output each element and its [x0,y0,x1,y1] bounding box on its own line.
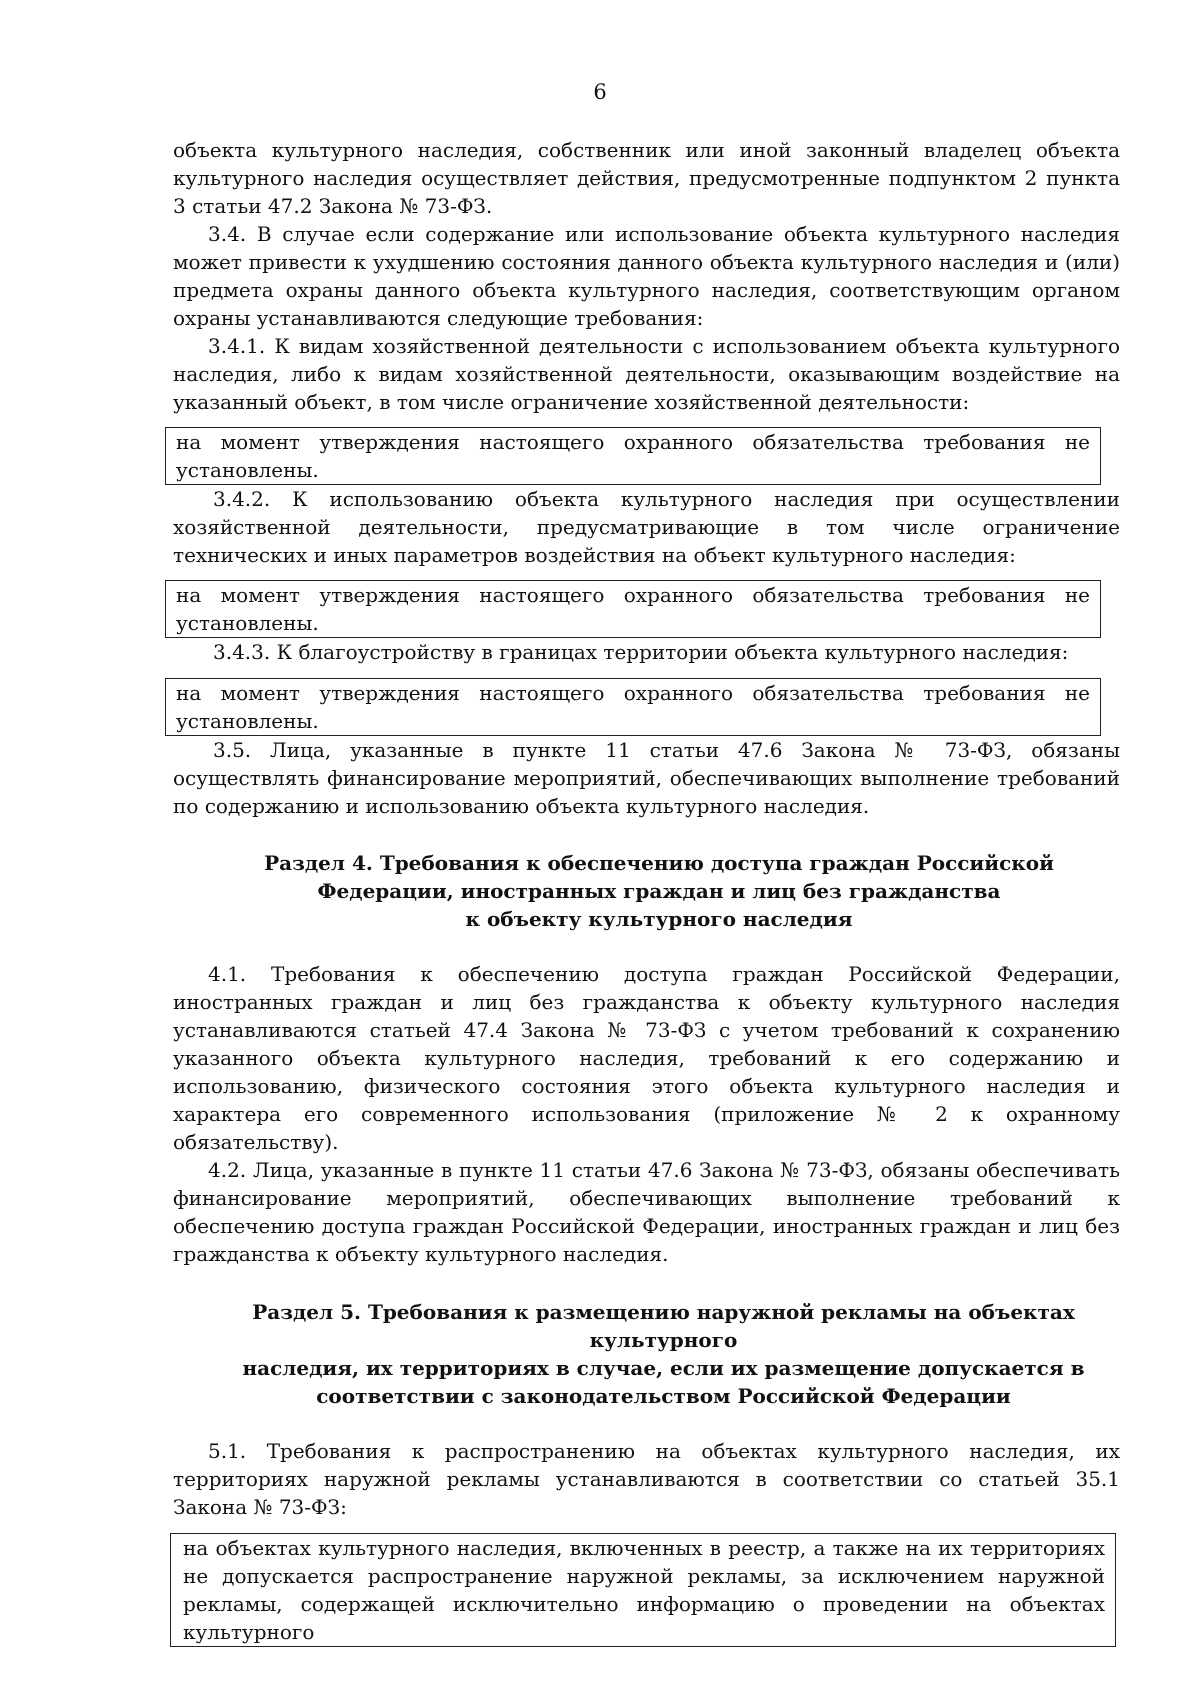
section-4-heading-line-2: Федерации, иностранных граждан и лиц без гражданства [317,879,1001,903]
requirement-box-3-4-2: на момент утверждения настоящего охранного обязательства требования не установлены. [165,580,1101,638]
section-4-heading-line-3: к объекту культурного наследия [465,907,853,931]
paragraph-4-1: 4.1. Требования к обеспечению доступа граждан Российской Федерации, иностранных граждан и лиц без гражданства к объекту культурного наследия устанавливаются статьей 47.4 Закона № 73-ФЗ с учетом требований к сохранению указанного объекта культурного наследия, требований к его содержанию и использованию, физического состояния этого объекта культурного наследия и характера его современного использования (приложение № 2 к охранному обязательству). [173,962,1120,1154]
requirement-box-3-4-3: на момент утверждения настоящего охранного обязательства требования не установлены. [165,678,1101,736]
paragraph-3-4-3: 3.4.3. К благоустройству в границах территории объекта культурного наследия: [213,640,1069,664]
section-5-heading-line-1: Раздел 5. Требования к размещению наружной рекламы на объектах культурного [252,1300,1075,1352]
paragraph-3-4-1: 3.4.1. К видам хозяйственной деятельности с использованием объекта культурного наследия, либо к видам хозяйственной деятельности, оказывающим воздействие на указанный объект, в том числе ограничение хозяйственной деятельности: [173,334,1120,414]
requirement-box-3-4-1: на момент утверждения настоящего охранного обязательства требования не установлены. [165,427,1101,485]
document-body [173,136,1120,1647]
paragraph-3-5: 3.5. Лица, указанные в пункте 11 статьи 47.6 Закона № 73-ФЗ, обязаны осуществлять финансирование мероприятий, обеспечивающих выполнение требований по содержанию и использованию объекта культурного наследия. [173,738,1120,818]
paragraph-intro: объекта культурного наследия, собственник или иной законный владелец объекта культурного наследия осуществляет действия, предусмотренные подпунктом 2 пункта 3 статьи 47.2 Закона № 73-ФЗ. [173,138,1120,218]
page-number: 6 [593,80,607,104]
paragraph-3-4-2: 3.4.2. К использованию объекта культурного наследия при осуществлении хозяйственной деятельности, предусматривающие в том числе ограничение технических и иных параметров воздействия на объект культурного наследия: [173,487,1120,567]
section-5-heading [173,1298,1120,1410]
paragraph-3-4: 3.4. В случае если содержание или использование объекта культурного наследия может привести к ухудшению состояния данного объекта культурного наследия и (или) предмета охраны данного объекта культурного наследия, соответствующим органом охраны устанавливаются следующие требования: [173,222,1120,330]
section-5-heading-line-2: наследия, их территориях в случае, если их размещение допускается в [242,1356,1085,1380]
requirement-box-5-1: на объектах культурного наследия, включенных в реестр, а также на их территориях не допускается распространение наружной рекламы, за исключением наружной рекламы, содержащей исключительно информацию о проведении на объектах культурного [170,1533,1116,1647]
paragraph-4-2: 4.2. Лица, указанные в пункте 11 статьи 47.6 Закона № 73-ФЗ, обязаны обеспечивать финансирование мероприятий, обеспечивающих выполнение требований к обеспечению доступа граждан Российской Федерации, иностранных граждан и лиц без гражданства к объекту культурного наследия. [173,1158,1120,1266]
paragraph-5-1: 5.1. Требования к распространению на объектах культурного наследия, их территориях наружной рекламы устанавливаются в соответствии со статьей 35.1 Закона № 73-ФЗ: [173,1439,1120,1519]
section-5-heading-line-3: соответствии с законодательством Российской Федерации [316,1384,1011,1408]
section-4-heading [173,849,1120,933]
section-4-heading-line-1: Раздел 4. Требования к обеспечению доступа граждан Российской [264,851,1054,875]
